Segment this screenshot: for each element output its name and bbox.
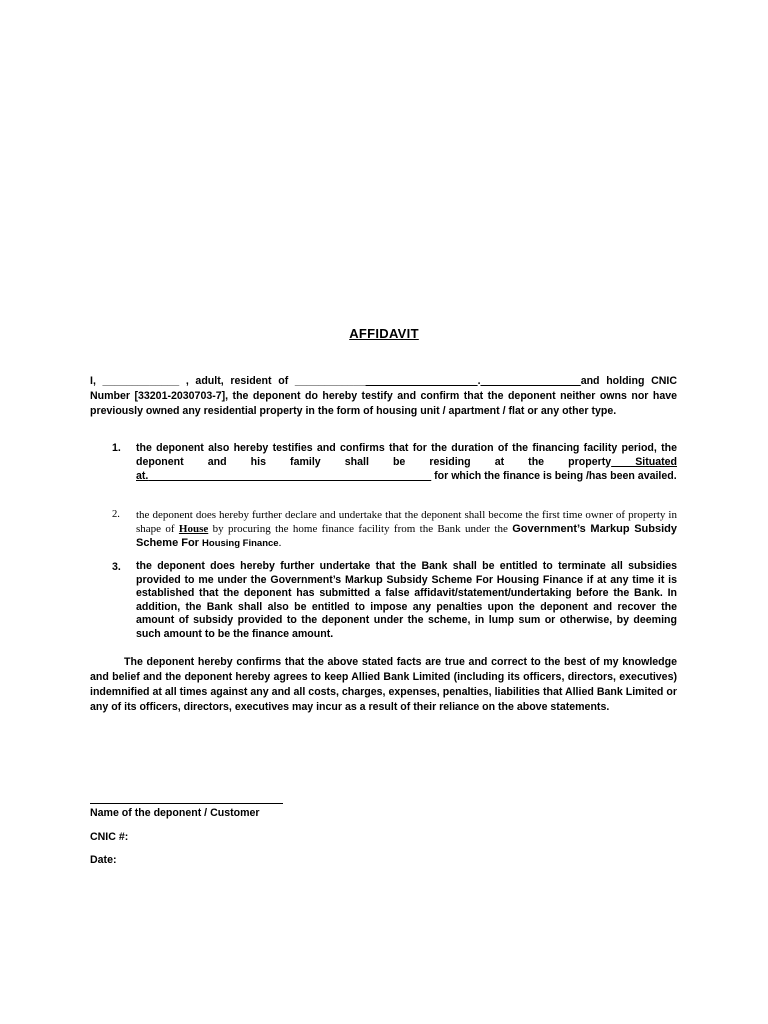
date-label: Date:	[90, 854, 117, 866]
intro-blank-1: ___________________	[365, 375, 478, 387]
list-number: 2.	[112, 509, 120, 520]
intro-paragraph	[90, 374, 677, 419]
signature-line	[90, 803, 283, 804]
intro-text-1: I, _____________ , adult, resident of ____________	[90, 375, 366, 387]
list-item-text: the deponent does hereby further undertake that the Bank shall be entitled to terminate all subsidies provided to me under the Government’s Markup Subsidy Scheme For Housing Finance if at any time it is established that the deponent has submitted a false affidavit/statement/undertaking before the Bank. In addition, the Bank shall also be entitled to impose any penalties upon the deponent and recover the amount of subsidy provided to the deponent under the scheme, in lump sum or otherwise, by deeming such amount to be the finance amount.	[136, 560, 677, 640]
document-title: AFFIDAVIT	[349, 326, 419, 341]
cnic-label: CNIC #:	[90, 831, 129, 843]
item1-text-d: for which the finance is being /has been availed.	[431, 470, 677, 482]
list-item-text	[136, 508, 677, 551]
intro-blank-2: _________________	[480, 375, 581, 387]
list-number: 1.	[112, 442, 121, 454]
closing-paragraph	[90, 655, 677, 715]
list-number: 3.	[112, 561, 121, 573]
closing-text: The deponent hereby confirms that the above stated facts are true and correct to the best of my knowledge and belief and the deponent hereby agrees to keep Allied Bank Limited (including its officers, directors, executives) indemnified at all times against any and all costs, charges, expenses, penalties, liabilities that Allied Bank Limited or any of its officers, directors, executives may incur as a result of their reliance on the above statements.	[90, 656, 677, 713]
deponent-name-label: Name of the deponent / Customer	[90, 807, 260, 819]
item2-housing-finance: Housing Finance	[202, 538, 279, 549]
item1-text-a: the deponent also hereby testifies and confirms that for the duration of the financing facility period, the deponent and his family shall be residing at the property	[136, 442, 677, 468]
intro-text-3: and holding CNIC Number [33201-2030703-7], the deponent do hereby testify and confirm that the deponent neither owns nor have previously owned any residential property in the form of housing unit / apartment / flat or any other type.	[90, 375, 677, 417]
item2-text-c: by procuring the home finance facility from the Bank under the	[208, 523, 513, 535]
item2-scheme: Government’s Markup Subsidy Scheme For	[136, 523, 678, 549]
item1-blank: ________________________________________________	[148, 470, 432, 482]
intro-text-2: .	[477, 375, 481, 387]
item2-period: .	[278, 537, 282, 549]
item2-text-a: the deponent does hereby further declare and undertake that the deponent shall become the first time owner of property in shape of	[136, 509, 677, 535]
list-item-text	[136, 441, 677, 483]
item2-house: House	[178, 523, 209, 535]
item1-situated: Situated at.	[136, 456, 678, 482]
